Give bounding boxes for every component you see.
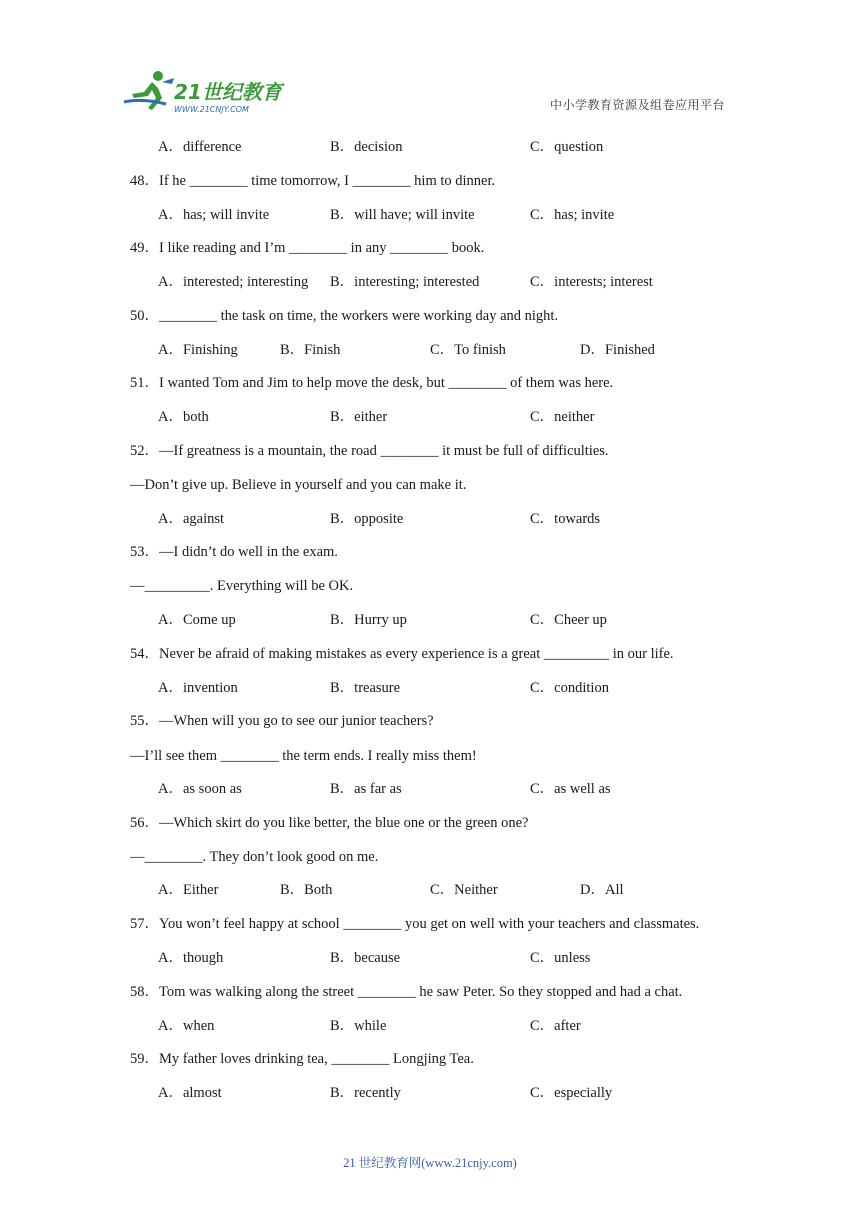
- page-footer: 21 世纪教育网(www.21cnjy.com): [343, 1156, 517, 1170]
- option-49-a: A．interested; interesting: [158, 274, 309, 290]
- option-55-a: A．as soon as: [158, 781, 242, 797]
- site-tagline: 中小学教育资源及组卷应用平台: [550, 98, 726, 112]
- option-56-d: D．All: [580, 882, 624, 898]
- question-56: 56．—Which skirt do you like better, the blue one or the green one?: [130, 815, 529, 831]
- logo: [122, 68, 292, 120]
- option-50-a: A．Finishing: [158, 342, 238, 358]
- option-53-c: C．Cheer up: [530, 612, 607, 628]
- option-47-c: C．question: [530, 139, 604, 155]
- question-59: 59．My father loves drinking tea, ________ Longjing Tea.: [130, 1051, 474, 1067]
- question-52: 52．—If greatness is a mountain, the road ________ it must be full of difficulties.: [130, 443, 609, 459]
- option-52-b: B．opposite: [330, 511, 404, 527]
- option-53-b: B．Hurry up: [330, 612, 407, 628]
- option-57-c: C．unless: [530, 950, 591, 966]
- question-49: 49．I like reading and I’m ________ in any ________ book.: [130, 240, 485, 256]
- question-58: 58．Tom was walking along the street ________ he saw Peter. So they stopped and had a chat.: [130, 984, 683, 1000]
- option-51-c: C．neither: [530, 409, 595, 425]
- option-58-c: C．after: [530, 1018, 581, 1034]
- question-48: 48．If he ________ time tomorrow, I ________ him to dinner.: [130, 173, 496, 189]
- option-50-c: C．To finish: [430, 342, 506, 358]
- option-56-b: B．Both: [280, 882, 333, 898]
- logo-url: WWW.21CNJY.COM: [174, 105, 249, 114]
- option-50-d: D．Finished: [580, 342, 655, 358]
- question-50: 50．________ the task on time, the workers were working day and night.: [130, 308, 559, 324]
- option-52-a: A．against: [158, 511, 225, 527]
- option-48-c: C．has; invite: [530, 207, 615, 223]
- question-56-response: —________. They don’t look good on me.: [130, 849, 379, 865]
- question-55-response: —I’ll see them ________ the term ends. I really miss them!: [130, 748, 477, 764]
- option-51-b: B．either: [330, 409, 388, 425]
- question-53: 53．—I didn’t do well in the exam.: [130, 544, 338, 560]
- option-58-a: A．when: [158, 1018, 215, 1034]
- option-48-b: B．will have; will invite: [330, 207, 475, 223]
- option-48-a: A．has; will invite: [158, 207, 270, 223]
- option-47-a: A．difference: [158, 139, 242, 155]
- question-53-response: —_________. Everything will be OK.: [130, 578, 354, 594]
- page-header: [0, 0, 860, 130]
- option-53-a: A．Come up: [158, 612, 236, 628]
- option-47-b: B．decision: [330, 139, 403, 155]
- option-49-c: C．interests; interest: [530, 274, 653, 290]
- option-56-a: A．Either: [158, 882, 219, 898]
- question-52-response: —Don’t give up. Believe in yourself and you can make it.: [130, 477, 467, 493]
- option-54-b: B．treasure: [330, 680, 401, 696]
- option-51-a: A．both: [158, 409, 209, 425]
- logo-icon: [122, 68, 292, 120]
- option-55-b: B．as far as: [330, 781, 402, 797]
- option-59-c: C．especially: [530, 1085, 613, 1101]
- question-51: 51．I wanted Tom and Jim to help move the desk, but ________ of them was here.: [130, 375, 614, 391]
- option-50-b: B．Finish: [280, 342, 341, 358]
- option-55-c: C．as well as: [530, 781, 611, 797]
- logo-text: 21世纪教育: [174, 80, 282, 104]
- question-54: 54．Never be afraid of making mistakes as every experience is a great _________ in our life.: [130, 646, 674, 662]
- option-57-b: B．because: [330, 950, 401, 966]
- option-59-b: B．recently: [330, 1085, 401, 1101]
- option-59-a: A．almost: [158, 1085, 222, 1101]
- option-56-c: C．Neither: [430, 882, 498, 898]
- question-57: 57．You won’t feel happy at school ________ you get on well with your teachers and classmates.: [130, 916, 700, 932]
- option-49-b: B．interesting; interested: [330, 274, 480, 290]
- option-52-c: C．towards: [530, 511, 601, 527]
- option-58-b: B．while: [330, 1018, 387, 1034]
- option-57-a: A．though: [158, 950, 224, 966]
- option-54-c: C．condition: [530, 680, 609, 696]
- option-54-a: A．invention: [158, 680, 238, 696]
- question-55: 55．—When will you go to see our junior teachers?: [130, 713, 434, 729]
